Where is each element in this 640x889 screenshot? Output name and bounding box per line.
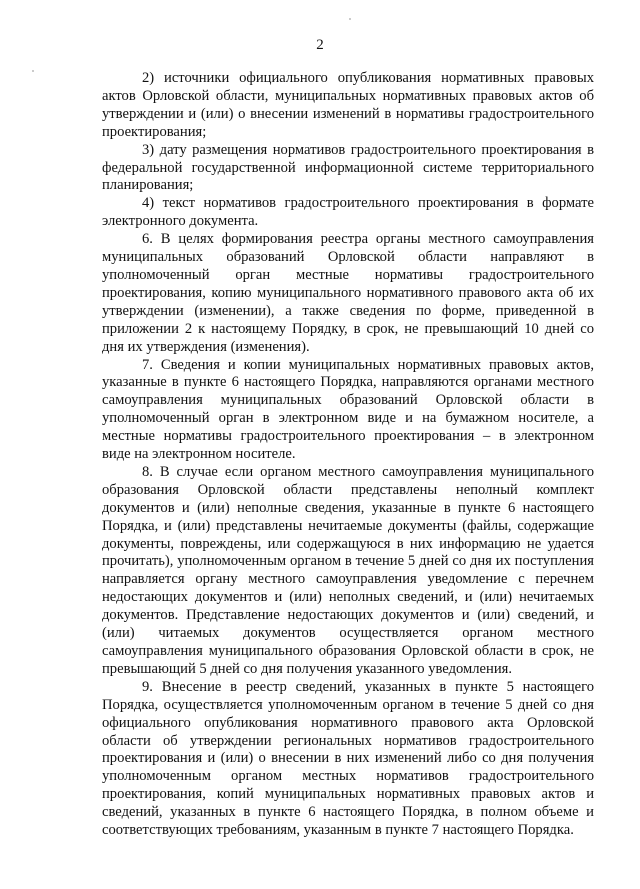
paragraph-item-4-text: 4) текст нормативов градостроительного проектирования в формате электронного документа. — [102, 195, 594, 230]
paragraph-clause-7: 7. Сведения и копии муниципальных нормативных правовых актов, указанные в пункте 6 настоящего Порядка, направляются органами местного самоуправления муниципальных образований Орловской области в уполномоченный орган в электронном виде и на бумажном носителе, а местные нормативы градостроительного проектирования – в электронном виде на электронном носителе. — [102, 356, 594, 463]
page-number: 2 — [316, 37, 324, 53]
scan-speck — [349, 18, 351, 20]
paragraph-item-2-sources: 2) источники официального опубликования нормативных правовых актов Орловской области, муниципальных нормативных правовых актов об утверждении и (или) о внесении изменений в нормативы градостроительного проектирования; — [102, 70, 594, 140]
scan-speck — [32, 70, 34, 72]
paragraph-clause-9: 9. Внесение в реестр сведений, указанных в пункте 5 настоящего Порядка, осуществляется уполномоченным органом в течение 5 дней со дня официального опубликования нормативного правового акта Орловской области об утверждении региональных нормативов градостроительного проектирования и (или) о внесении в них изменений либо со дня получения уполномоченным органом местных нормативов градостроительного проектирования, копий муниципальных нормативных правовых актов и сведений, указанных в пункте 6 настоящего Порядка, в полном объеме и соответствующих требованиям, указанным в пункте 7 настоящего Порядка. — [102, 678, 594, 839]
paragraph-item-3-placement-date: 3) дату размещения нормативов градостроительного проектирования в федеральной государственной информационной системе территориального планирования; — [102, 141, 594, 194]
paragraph-clause-8: 8. В случае если органом местного самоуправления муниципального образования Орловской области представлены неполный комплект документов и (или) неполные сведения, указанные в пункте 6 настоящего Порядка, и (или) представлены нечитаемые документы (файлы, содержащие документы, повреждены, или содержащуюся в них информацию не удается прочитать), уполномоченным органом в течение 5 дней со дня их поступления направляется органу местного самоуправления уведомление с перечнем недостающих документов и (или) неполных сведений, и (или) нечитаемых документов. Представление недостающих документов и (или) сведений, и (или) читаемых документов осуществляется органом местного самоуправления муниципального образования Орловской области в срок, не превышающий 5 дней со дня получения указанного уведомления. — [102, 463, 594, 677]
paragraph-clause-6: 6. В целях формирования реестра органы местного самоуправления муниципальных образований Орловской области направляют в уполномоченный орган местные нормативы градостроительного проектирования, копию муниципального нормативного правового акта об их утверждении (изменении), а также сведения по форме, приведенной в приложении 2 к настоящему Порядку, в срок, не превышающий 10 дней со дня их утверждения (изменения). — [102, 231, 594, 355]
document-body — [102, 70, 594, 840]
